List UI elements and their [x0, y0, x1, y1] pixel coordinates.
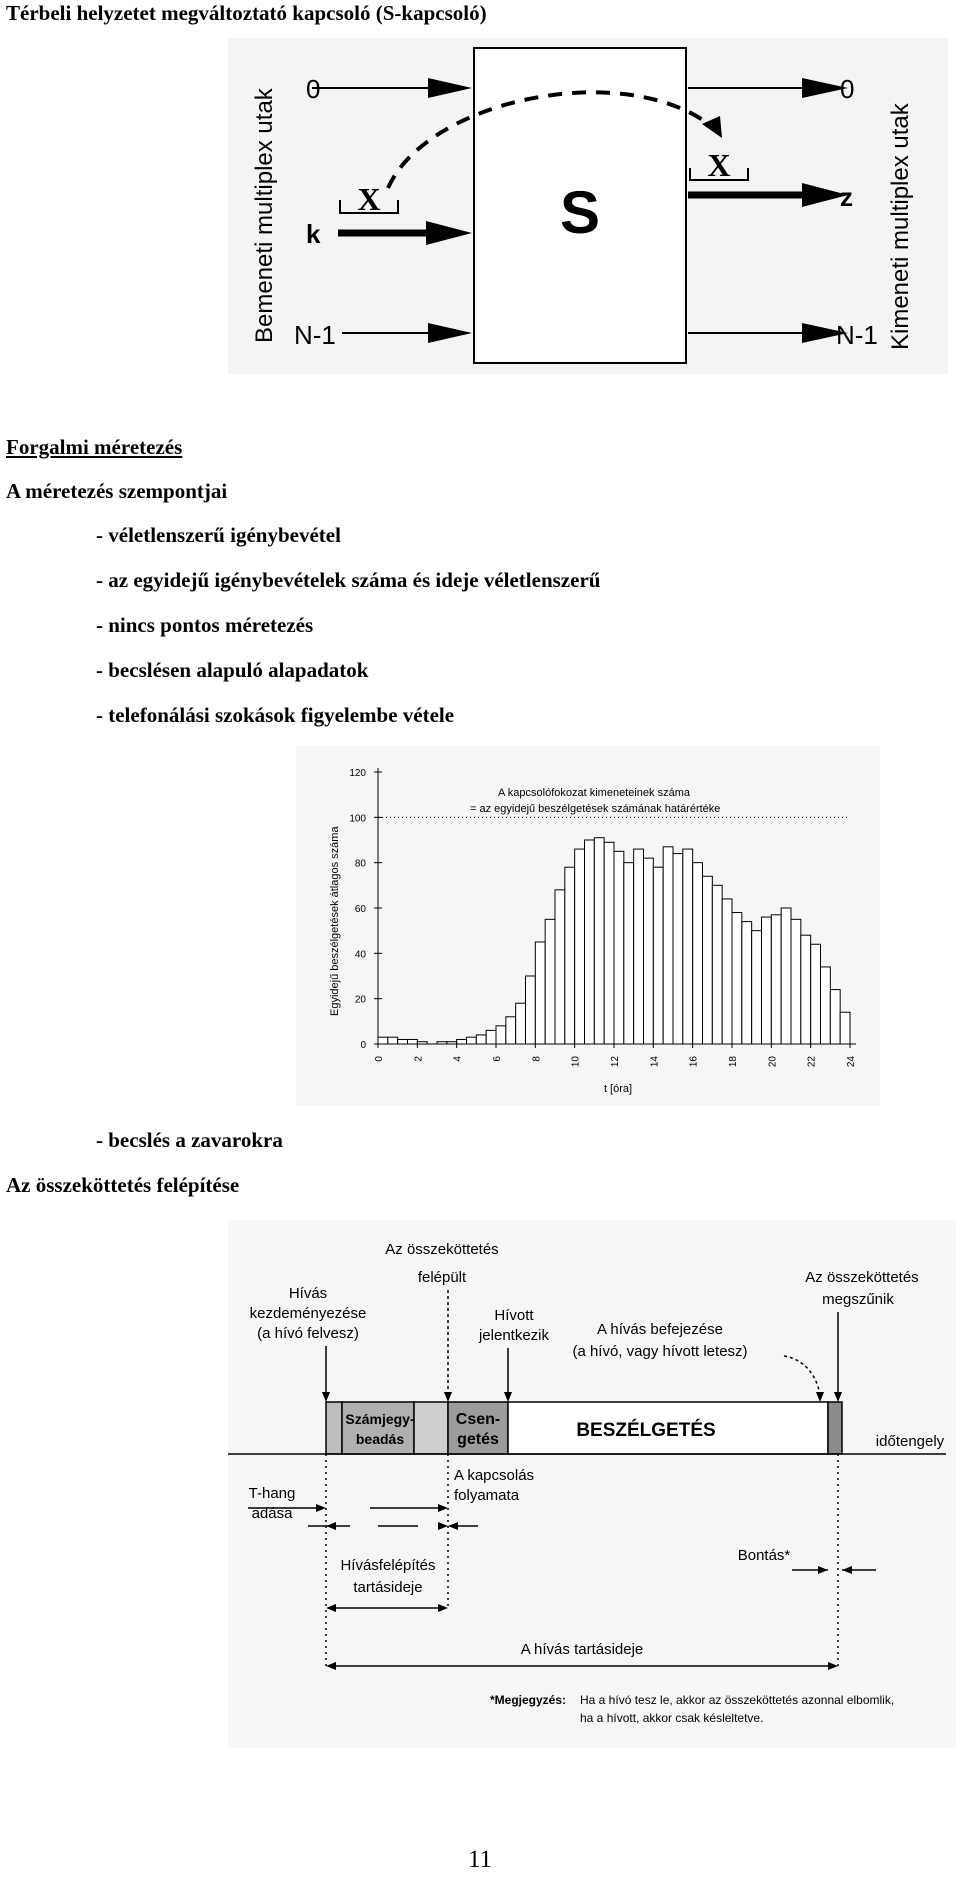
chart-x-tick-label: 22: [806, 1056, 818, 1068]
chart-bar: [516, 1003, 526, 1044]
chart-bar: [673, 854, 683, 1044]
chart-bar: [535, 942, 545, 1044]
segment-ringing-label-1: Csen-: [455, 1411, 501, 1428]
chart-bar: [437, 1042, 447, 1044]
note-line-2: ha a hívott, akkor csak késleltetve.: [580, 1711, 764, 1725]
note-label: *Megjegyzés:: [490, 1693, 567, 1707]
chart-bar: [752, 931, 762, 1044]
label-release: Bontás*: [737, 1547, 791, 1564]
chart-bar: [791, 919, 801, 1044]
chart-bar: [663, 847, 673, 1044]
label-call-init-3: (a hívó felvesz): [257, 1325, 359, 1342]
segment-release: [828, 1402, 842, 1454]
label-switching-process-2: folyamata: [454, 1487, 520, 1504]
chart-bar: [742, 922, 752, 1044]
bullet-item: - véletlenszerű igénybevétel: [96, 523, 341, 547]
chart-bar: [762, 917, 772, 1044]
time-axis-label: időtengely: [875, 1433, 945, 1450]
label-call-end-2: (a hívó, vagy hívott letesz): [572, 1343, 748, 1360]
svg-text:X: X: [707, 147, 731, 183]
label-call-init-1: Hívás: [288, 1285, 328, 1302]
chart-y-tick-label: 60: [354, 904, 366, 915]
chart-bar: [378, 1037, 388, 1044]
bullet-item: - nincs pontos méretezés: [96, 613, 314, 637]
input-label-n1: N-1: [294, 320, 336, 350]
output-label-z: z: [840, 182, 853, 212]
input-axis-label: Bemeneti multiplex utak: [251, 88, 278, 343]
chart-x-tick-label: 12: [610, 1056, 621, 1068]
label-connection-ceases-2: megszűnik: [822, 1291, 894, 1308]
chart-y-tick-label: 40: [354, 949, 366, 961]
chart-bar: [683, 849, 693, 1044]
segment-dialing-label-2: beadás: [355, 1431, 405, 1447]
bullet-item: - telefonálási szokások figyelembe vétele: [96, 703, 455, 727]
chart-bar: [467, 1037, 477, 1044]
chart-x-tick-label: 18: [728, 1056, 739, 1068]
section-heading-traffic: Forgalmi méretezés: [6, 435, 183, 459]
chart-bar: [811, 944, 821, 1044]
chart-bar: [447, 1042, 457, 1044]
chart-x-tick-label: 16: [688, 1056, 700, 1068]
chart-bar: [398, 1039, 408, 1044]
label-called-answers-1: Hívott: [494, 1307, 534, 1324]
chart-bar: [526, 976, 536, 1044]
chart-bar: [830, 990, 840, 1044]
chart-x-tick-label: 14: [649, 1056, 661, 1068]
segment-talk-label: BESZÉLGETÉS: [576, 1420, 716, 1441]
chart-bar: [840, 1012, 850, 1044]
section-heading-connection: Az összeköttetés felépítése: [6, 1173, 240, 1197]
chart-x-tick-label: 6: [492, 1056, 503, 1062]
criteria-heading: A méretezés szempontjai: [6, 479, 228, 503]
call-setup-timeline-figure: [228, 1220, 956, 1748]
chart-y-tick-label: 100: [349, 813, 366, 825]
chart-bar: [486, 1030, 496, 1044]
segment-ringing-label-2: getés: [457, 1431, 499, 1448]
document-title: Térbeli helyzetet megváltoztató kapcsoló (S-kapcsoló): [6, 1, 487, 25]
chart-bar: [545, 919, 555, 1044]
switch-block-label: S: [559, 179, 601, 246]
chart-x-tick-label: 8: [531, 1056, 543, 1062]
chart-bar: [703, 876, 713, 1044]
label-connection-ceases-1: Az összeköttetés: [805, 1269, 919, 1286]
label-called-answers-2: jelentkezik: [478, 1327, 550, 1344]
label-dial-tone-2: adása: [251, 1505, 293, 1522]
chart-bar: [555, 890, 565, 1044]
chart-bar: [417, 1042, 427, 1044]
chart-bar: [771, 915, 781, 1044]
chart-bar: [388, 1037, 398, 1044]
traffic-histogram-chart: [296, 746, 880, 1106]
output-label-n1: N-1: [836, 320, 878, 350]
chart-bar: [565, 867, 575, 1044]
page-number: 11: [467, 1846, 493, 1873]
chart-bar: [585, 840, 595, 1044]
chart-x-tick-label: 0: [374, 1056, 385, 1062]
label-dial-tone-1: T-hang: [248, 1485, 296, 1502]
chart-x-tick-label: 4: [452, 1056, 464, 1062]
chart-bar: [821, 967, 831, 1044]
label-switching-process-1: A kapcsolás: [454, 1467, 535, 1484]
chart-bar: [496, 1026, 506, 1044]
chart-ylabel: Egyidejű beszélgetések átlagos száma: [329, 826, 341, 1016]
chart-bar: [644, 858, 654, 1044]
chart-y-tick-label: 0: [360, 1040, 366, 1051]
chart-bar: [634, 849, 644, 1044]
segment-tone: [326, 1402, 342, 1454]
chart-bar: [801, 935, 811, 1044]
input-label-k: k: [306, 219, 321, 249]
label-setup-time-2: tartásideje: [353, 1579, 423, 1596]
label-call-end-1: A hívás befejezése: [597, 1321, 723, 1338]
chart-y-tick-label: 20: [354, 994, 366, 1006]
chart-annotation-line2: = az egyidejű beszélgetések számának határértéke: [470, 803, 721, 815]
label-setup-time-1: Hívásfelépítés: [340, 1557, 436, 1574]
chart-bar: [712, 885, 722, 1044]
segment-gap: [414, 1402, 448, 1454]
chart-bar: [476, 1035, 486, 1044]
bullet-item: - becslés a zavarokra: [96, 1128, 283, 1152]
chart-bar: [732, 913, 742, 1044]
chart-x-tick-label: 10: [570, 1056, 582, 1068]
chart-bar: [594, 838, 604, 1044]
chart-x-tick-label: 20: [767, 1056, 779, 1068]
chart-bar: [614, 851, 624, 1044]
label-call-init-2: kezdeményezése: [249, 1305, 367, 1322]
chart-bar: [604, 842, 614, 1044]
chart-bar: [781, 908, 791, 1044]
bullet-item: - az egyidejű igénybevételek száma és ideje véletlenszerű: [96, 568, 601, 592]
chart-xlabel: t [óra]: [603, 1083, 633, 1095]
chart-bar: [722, 899, 732, 1044]
chart-bar: [457, 1039, 467, 1044]
chart-x-tick-label: 2: [413, 1056, 425, 1062]
label-connection-built-2: felépült: [417, 1269, 467, 1286]
chart-bar: [408, 1039, 418, 1044]
chart-bar: [693, 863, 703, 1044]
chart-x-tick-label: 24: [846, 1056, 857, 1068]
output-axis-label: Kimeneti multiplex utak: [887, 103, 914, 350]
chart-bar: [575, 849, 585, 1044]
input-label-0: 0: [306, 74, 321, 104]
chart-bar: [653, 867, 663, 1044]
chart-bar: [506, 1017, 516, 1044]
label-call-duration: A hívás tartásideje: [520, 1641, 644, 1658]
s-switch-figure: [228, 38, 948, 374]
chart-bar: [624, 863, 634, 1044]
label-connection-built-1: Az összeköttetés: [385, 1241, 499, 1258]
output-label-0: 0: [840, 74, 855, 104]
svg-text:X: X: [357, 181, 381, 217]
chart-annotation-line1: A kapcsolófokozat kimeneteinek száma: [498, 787, 690, 799]
note-line-1: Ha a hívó tesz le, akkor az összeköttetés azonnal elbomlik,: [580, 1693, 895, 1707]
chart-y-tick-label: 80: [354, 858, 366, 870]
chart-y-tick-label: 120: [349, 768, 366, 779]
segment-dialing-label-1: Számjegy-: [345, 1411, 415, 1427]
bullet-item: - becslésen alapuló alapadatok: [96, 658, 369, 682]
